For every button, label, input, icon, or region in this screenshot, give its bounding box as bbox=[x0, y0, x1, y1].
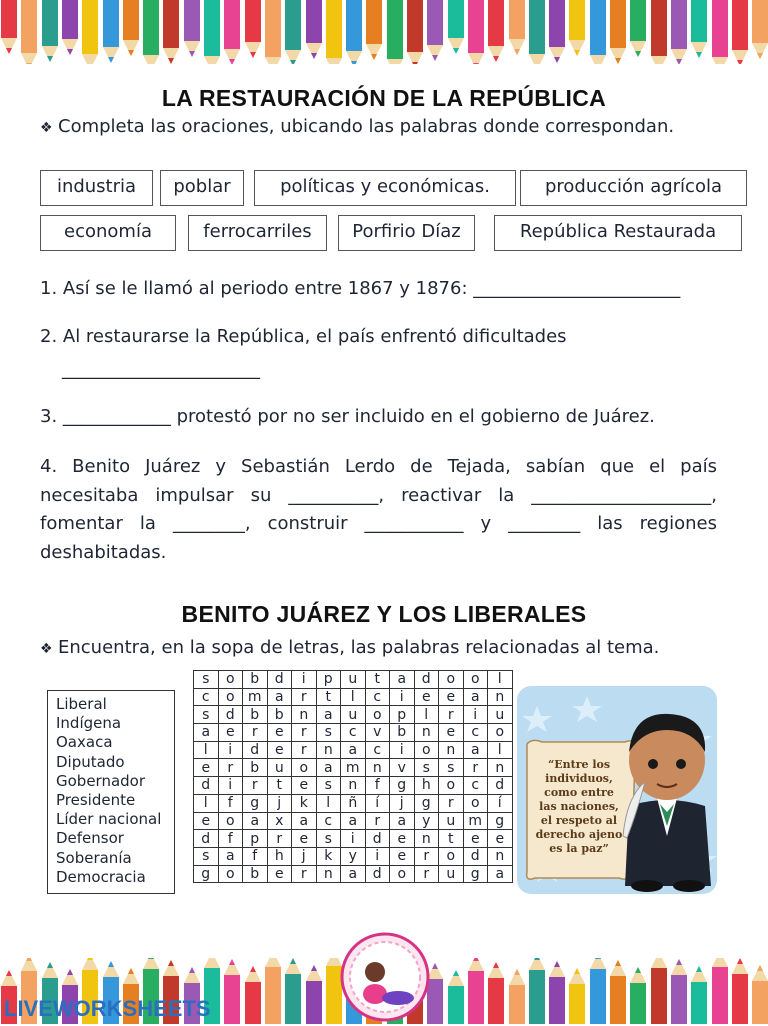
grid-cell[interactable]: d bbox=[365, 830, 390, 848]
pencil-icon bbox=[650, 0, 668, 64]
grid-cell[interactable]: r bbox=[365, 812, 390, 830]
grid-cell[interactable]: e bbox=[488, 830, 513, 848]
pencil-icon bbox=[345, 0, 363, 64]
grid-row bbox=[194, 865, 513, 883]
grid-cell[interactable]: a bbox=[488, 865, 513, 883]
grid-cell[interactable]: i bbox=[218, 741, 243, 759]
grid-cell[interactable]: d bbox=[194, 777, 219, 795]
grid-cell[interactable]: n bbox=[414, 724, 439, 742]
grid-cell[interactable]: y bbox=[414, 812, 439, 830]
grid-row bbox=[194, 759, 513, 777]
grid-cell[interactable]: b bbox=[243, 671, 268, 689]
grid-cell[interactable]: i bbox=[390, 688, 415, 706]
grid-cell[interactable]: g bbox=[243, 794, 268, 812]
grid-cell[interactable]: e bbox=[292, 830, 317, 848]
grid-cell[interactable]: c bbox=[194, 688, 219, 706]
grid-cell[interactable]: c bbox=[316, 812, 341, 830]
grid-cell[interactable]: b bbox=[267, 706, 292, 724]
grid-cell[interactable]: e bbox=[194, 812, 219, 830]
pencil-icon bbox=[122, 0, 140, 64]
grid-cell[interactable]: h bbox=[414, 777, 439, 795]
grid-cell[interactable]: o bbox=[439, 777, 464, 795]
pencil-icon bbox=[142, 0, 160, 64]
grid-cell[interactable]: e bbox=[439, 724, 464, 742]
pencil-icon bbox=[609, 958, 627, 1024]
grid-cell[interactable]: e bbox=[292, 777, 317, 795]
grid-cell[interactable]: r bbox=[292, 865, 317, 883]
grid-cell[interactable]: f bbox=[218, 794, 243, 812]
benito-juarez-illustration bbox=[517, 686, 717, 894]
grid-cell[interactable]: l bbox=[341, 688, 366, 706]
pencil-icon bbox=[102, 0, 120, 64]
grid-cell[interactable]: s bbox=[439, 759, 464, 777]
section-title-restauracion: LA RESTAURACIÓN DE LA REPÚBLICA bbox=[161, 85, 607, 111]
quote-line: como entre bbox=[544, 786, 614, 799]
grid-cell[interactable]: d bbox=[267, 671, 292, 689]
pencil-icon bbox=[609, 0, 627, 64]
grid-cell[interactable]: l bbox=[194, 794, 219, 812]
grid-cell[interactable]: g bbox=[463, 865, 488, 883]
pencil-border-top bbox=[0, 0, 768, 64]
grid-cell[interactable]: o bbox=[488, 724, 513, 742]
grid-cell[interactable]: a bbox=[218, 847, 243, 865]
grid-cell[interactable]: a bbox=[341, 812, 366, 830]
grid-cell[interactable]: e bbox=[194, 759, 219, 777]
pencil-icon bbox=[711, 958, 729, 1024]
instruction-complete bbox=[40, 114, 717, 141]
pencil-icon bbox=[629, 0, 647, 64]
grid-cell[interactable]: a bbox=[463, 688, 488, 706]
grid-cell[interactable]: u bbox=[439, 865, 464, 883]
illustration-svg bbox=[517, 686, 717, 894]
grid-cell[interactable]: e bbox=[439, 688, 464, 706]
grid-cell[interactable]: s bbox=[194, 847, 219, 865]
word-list-item: Diputado bbox=[56, 752, 125, 771]
pencil-icon bbox=[284, 0, 302, 64]
grid-cell[interactable]: e bbox=[267, 724, 292, 742]
grid-cell[interactable]: r bbox=[243, 724, 268, 742]
pencil-icon bbox=[223, 958, 241, 1024]
author-logo bbox=[340, 932, 430, 1022]
grid-cell[interactable]: u bbox=[439, 812, 464, 830]
grid-row bbox=[194, 794, 513, 812]
pencil-icon bbox=[487, 0, 505, 64]
grid-cell[interactable]: b bbox=[390, 724, 415, 742]
grid-cell[interactable]: u bbox=[341, 706, 366, 724]
grid-cell[interactable]: n bbox=[292, 706, 317, 724]
grid-cell[interactable]: a bbox=[341, 741, 366, 759]
bullet-diamond-icon: ❖ bbox=[40, 120, 53, 136]
grid-cell[interactable]: u bbox=[488, 706, 513, 724]
grid-cell[interactable]: o bbox=[439, 671, 464, 689]
grid-cell[interactable]: y bbox=[341, 847, 366, 865]
grid-cell[interactable]: m bbox=[463, 812, 488, 830]
grid-cell[interactable]: k bbox=[292, 794, 317, 812]
grid-cell[interactable]: l bbox=[414, 706, 439, 724]
grid-cell[interactable]: u bbox=[341, 671, 366, 689]
pencil-icon bbox=[467, 0, 485, 64]
grid-cell[interactable]: f bbox=[218, 830, 243, 848]
grid-row bbox=[194, 741, 513, 759]
grid-cell[interactable]: e bbox=[463, 830, 488, 848]
pencil-icon bbox=[426, 0, 444, 64]
word-list-item: Presidente bbox=[56, 791, 136, 810]
pencil-icon bbox=[365, 0, 383, 64]
pencil-icon bbox=[508, 958, 526, 1024]
pencil-icon bbox=[244, 0, 262, 64]
grid-cell[interactable]: r bbox=[414, 847, 439, 865]
pencil-icon bbox=[751, 0, 768, 64]
grid-cell[interactable]: g bbox=[194, 865, 219, 883]
grid-cell[interactable]: e bbox=[267, 865, 292, 883]
grid-cell[interactable]: i bbox=[218, 777, 243, 795]
pencil-icon bbox=[731, 958, 749, 1024]
pencil-icon bbox=[589, 0, 607, 64]
pencil-icon bbox=[223, 0, 241, 64]
grid-row bbox=[194, 671, 513, 689]
grid-cell[interactable]: k bbox=[316, 847, 341, 865]
grid-cell[interactable]: v bbox=[390, 759, 415, 777]
word-list-item: Gobernador bbox=[56, 771, 146, 790]
grid-cell[interactable]: s bbox=[194, 671, 219, 689]
grid-cell[interactable]: m bbox=[243, 688, 268, 706]
logo-svg bbox=[340, 932, 430, 1022]
grid-cell[interactable]: a bbox=[341, 865, 366, 883]
word-list-item: Líder nacional bbox=[56, 810, 162, 829]
grid-cell[interactable]: r bbox=[439, 794, 464, 812]
grid-cell[interactable]: ñ bbox=[341, 794, 366, 812]
word-bank-item[interactable]: economía bbox=[40, 215, 176, 251]
liveworksheets-logo[interactable]: LIVEWORKSHEETS bbox=[4, 996, 211, 1021]
grid-row bbox=[194, 706, 513, 724]
grid-cell[interactable]: v bbox=[365, 724, 390, 742]
question-3[interactable]: 3. ____________ protestó por no ser incluido en el gobierno de Juárez. bbox=[40, 406, 655, 427]
pencil-icon bbox=[528, 958, 546, 1024]
grid-cell[interactable]: j bbox=[390, 794, 415, 812]
pencil-icon bbox=[447, 958, 465, 1024]
grid-cell[interactable]: c bbox=[463, 777, 488, 795]
grid-cell[interactable]: a bbox=[292, 812, 317, 830]
grid-cell[interactable]: o bbox=[218, 688, 243, 706]
grid-cell[interactable]: n bbox=[488, 759, 513, 777]
grid-cell[interactable]: r bbox=[463, 759, 488, 777]
grid-cell[interactable]: a bbox=[243, 812, 268, 830]
word-list-item: Democracia bbox=[56, 867, 146, 886]
grid-cell[interactable]: l bbox=[488, 671, 513, 689]
grid-cell[interactable]: x bbox=[267, 812, 292, 830]
pencil-icon bbox=[751, 958, 768, 1024]
grid-cell[interactable]: n bbox=[341, 777, 366, 795]
grid-cell[interactable]: d bbox=[463, 847, 488, 865]
grid-cell[interactable]: o bbox=[463, 794, 488, 812]
pencil-icon bbox=[690, 0, 708, 64]
grid-cell[interactable]: i bbox=[463, 706, 488, 724]
grid-cell[interactable]: o bbox=[218, 671, 243, 689]
grid-cell[interactable]: a bbox=[267, 688, 292, 706]
grid-row bbox=[194, 812, 513, 830]
grid-cell[interactable]: g bbox=[390, 777, 415, 795]
grid-cell[interactable]: s bbox=[194, 706, 219, 724]
grid-cell[interactable]: h bbox=[267, 847, 292, 865]
pencil-icon bbox=[244, 958, 262, 1024]
grid-row bbox=[194, 847, 513, 865]
grid-cell[interactable]: n bbox=[439, 741, 464, 759]
grid-cell[interactable]: i bbox=[390, 741, 415, 759]
word-list-item: Liberal bbox=[56, 695, 107, 713]
grid-cell[interactable]: r bbox=[414, 865, 439, 883]
word-list-item: Oaxaca bbox=[56, 733, 113, 752]
grid-cell[interactable]: u bbox=[267, 759, 292, 777]
pencil-icon bbox=[690, 958, 708, 1024]
grid-cell[interactable]: t bbox=[439, 830, 464, 848]
grid-cell[interactable]: o bbox=[365, 706, 390, 724]
grid-row bbox=[194, 724, 513, 742]
grid-cell[interactable]: r bbox=[243, 777, 268, 795]
grid-cell[interactable]: g bbox=[488, 812, 513, 830]
word-bank-item[interactable]: República Restaurada bbox=[494, 215, 742, 251]
question-1[interactable]: 1. Así se le llamó al periodo entre 1867 y 1876: _______________________ bbox=[40, 278, 681, 299]
pencil-icon bbox=[589, 958, 607, 1024]
grid-cell[interactable]: r bbox=[218, 759, 243, 777]
grid-cell[interactable]: n bbox=[488, 688, 513, 706]
grid-cell[interactable]: a bbox=[463, 741, 488, 759]
grid-cell[interactable]: n bbox=[414, 830, 439, 848]
grid-cell[interactable]: d bbox=[488, 777, 513, 795]
pencil-icon bbox=[406, 0, 424, 64]
grid-cell[interactable]: n bbox=[365, 759, 390, 777]
grid-cell[interactable]: s bbox=[316, 724, 341, 742]
pencil-icon bbox=[528, 0, 546, 64]
grid-cell[interactable]: a bbox=[316, 706, 341, 724]
bullet-diamond-icon: ❖ bbox=[40, 641, 53, 657]
grid-cell[interactable]: i bbox=[341, 830, 366, 848]
pencil-icon bbox=[203, 0, 221, 64]
pencil-icon bbox=[568, 0, 586, 64]
grid-cell[interactable]: n bbox=[316, 865, 341, 883]
pencil-icon bbox=[162, 0, 180, 64]
grid-cell[interactable]: d bbox=[218, 706, 243, 724]
grid-cell[interactable]: o bbox=[414, 741, 439, 759]
pencil-icon bbox=[264, 958, 282, 1024]
word-list-item: Defensor bbox=[56, 829, 124, 848]
grid-cell[interactable]: í bbox=[488, 794, 513, 812]
word-bank-item[interactable]: poblar bbox=[160, 170, 244, 206]
grid-cell[interactable]: b bbox=[243, 865, 268, 883]
instruction-find bbox=[40, 635, 730, 662]
word-list-item: Indígena bbox=[56, 714, 122, 733]
pencil-icon bbox=[447, 0, 465, 64]
grid-cell[interactable]: c bbox=[341, 724, 366, 742]
pencil-icon bbox=[284, 958, 302, 1024]
word-bank-item[interactable]: políticas y económicas. bbox=[254, 170, 516, 206]
grid-cell[interactable]: a bbox=[390, 812, 415, 830]
pencil-icon bbox=[670, 958, 688, 1024]
grid-cell[interactable]: p bbox=[316, 671, 341, 689]
grid-cell[interactable]: e bbox=[414, 688, 439, 706]
quote-line: es la paz” bbox=[549, 842, 609, 855]
pencil-icon bbox=[81, 0, 99, 64]
pencil-icon bbox=[20, 0, 38, 64]
pencil-icon bbox=[467, 958, 485, 1024]
word-bank-item[interactable]: ferrocarriles bbox=[188, 215, 327, 251]
grid-row bbox=[194, 777, 513, 795]
grid-cell[interactable]: d bbox=[414, 671, 439, 689]
pencil-icon bbox=[183, 0, 201, 64]
grid-cell[interactable]: a bbox=[390, 671, 415, 689]
grid-cell[interactable]: o bbox=[390, 865, 415, 883]
grid-cell[interactable]: c bbox=[463, 724, 488, 742]
grid-cell[interactable]: r bbox=[439, 706, 464, 724]
word-search-grid[interactable] bbox=[193, 670, 513, 883]
grid-row bbox=[194, 830, 513, 848]
pencil-icon bbox=[629, 958, 647, 1024]
quote-line: “Entre los bbox=[547, 758, 611, 771]
pencil-icon bbox=[670, 0, 688, 64]
pencil-icon bbox=[0, 0, 18, 64]
section-title-liberales: BENITO JUÁREZ Y LOS LIBERALES bbox=[181, 601, 587, 627]
grid-cell[interactable]: j bbox=[267, 794, 292, 812]
question-2-blank[interactable]: ______________________ bbox=[62, 359, 260, 380]
grid-cell[interactable]: t bbox=[316, 688, 341, 706]
grid-cell[interactable]: í bbox=[365, 794, 390, 812]
quote-line: las naciones, bbox=[539, 800, 619, 813]
grid-cell[interactable]: f bbox=[243, 847, 268, 865]
pencil-icon bbox=[487, 958, 505, 1024]
grid-cell[interactable]: l bbox=[316, 794, 341, 812]
pencil-icon bbox=[61, 0, 79, 64]
pencil-icon bbox=[711, 0, 729, 64]
pencil-icon bbox=[325, 0, 343, 64]
grid-cell[interactable]: r bbox=[292, 688, 317, 706]
grid-cell[interactable]: j bbox=[292, 847, 317, 865]
quote-line: individuos, bbox=[545, 772, 613, 785]
grid-cell[interactable]: e bbox=[267, 741, 292, 759]
grid-cell[interactable]: n bbox=[488, 847, 513, 865]
grid-cell[interactable]: a bbox=[194, 724, 219, 742]
word-list bbox=[47, 690, 175, 894]
grid-cell[interactable]: o bbox=[439, 847, 464, 865]
grid-cell[interactable]: t bbox=[365, 671, 390, 689]
grid-cell[interactable]: b bbox=[243, 706, 268, 724]
grid-row bbox=[194, 688, 513, 706]
pencil-icon bbox=[386, 0, 404, 64]
grid-cell[interactable]: a bbox=[316, 759, 341, 777]
pencil-icon bbox=[731, 0, 749, 64]
grid-cell[interactable]: d bbox=[365, 865, 390, 883]
grid-cell[interactable]: t bbox=[267, 777, 292, 795]
instruction-text: Encuentra, en la sopa de letras, las palabras relacionadas al tema. bbox=[58, 637, 660, 658]
grid-cell[interactable]: l bbox=[488, 741, 513, 759]
quote-line: el respeto al bbox=[540, 814, 618, 827]
grid-cell[interactable]: d bbox=[194, 830, 219, 848]
grid-cell[interactable]: g bbox=[414, 794, 439, 812]
pencil-icon bbox=[548, 958, 566, 1024]
grid-cell[interactable]: f bbox=[365, 777, 390, 795]
grid-cell[interactable]: o bbox=[218, 865, 243, 883]
grid-cell[interactable]: c bbox=[365, 741, 390, 759]
grid-cell[interactable]: r bbox=[292, 741, 317, 759]
grid-cell[interactable]: s bbox=[316, 777, 341, 795]
pencil-icon bbox=[568, 958, 586, 1024]
grid-cell[interactable]: o bbox=[463, 671, 488, 689]
grid-cell[interactable]: i bbox=[365, 847, 390, 865]
pencil-icon bbox=[508, 0, 526, 64]
word-bank-item[interactable]: producción agrícola bbox=[520, 170, 747, 206]
instruction-text: Completa las oraciones, ubicando las palabras donde correspondan. bbox=[58, 116, 675, 137]
grid-cell[interactable]: l bbox=[194, 741, 219, 759]
word-list-item: Soberanía bbox=[56, 848, 132, 867]
grid-cell[interactable]: o bbox=[292, 759, 317, 777]
grid-cell[interactable]: s bbox=[316, 830, 341, 848]
grid-cell[interactable]: e bbox=[390, 830, 415, 848]
pencil-icon bbox=[305, 958, 323, 1024]
pencil-icon bbox=[264, 0, 282, 64]
grid-cell[interactable]: r bbox=[267, 830, 292, 848]
grid-cell[interactable]: n bbox=[316, 741, 341, 759]
pencil-icon bbox=[305, 0, 323, 64]
grid-cell[interactable]: p bbox=[390, 706, 415, 724]
grid-cell[interactable]: m bbox=[341, 759, 366, 777]
grid-cell[interactable]: p bbox=[243, 830, 268, 848]
question-4[interactable]: 4. Benito Juárez y Sebastián Lerdo de Tejada, sabían que el país necesitaba impulsar su __________, reactivar la ____________________, fomentar la ________, construir ___________ y ________ las regiones deshabitadas. bbox=[40, 456, 717, 563]
grid-cell[interactable]: s bbox=[414, 759, 439, 777]
word-bank-item[interactable]: industria bbox=[40, 170, 153, 206]
grid-cell[interactable]: r bbox=[292, 724, 317, 742]
grid-cell[interactable]: i bbox=[292, 671, 317, 689]
quote-line: derecho ajeno bbox=[535, 828, 623, 841]
grid-cell[interactable]: e bbox=[218, 724, 243, 742]
grid-cell[interactable]: e bbox=[390, 847, 415, 865]
pencil-icon bbox=[650, 958, 668, 1024]
grid-cell[interactable]: d bbox=[243, 741, 268, 759]
pencil-icon bbox=[548, 0, 566, 64]
grid-cell[interactable]: c bbox=[365, 688, 390, 706]
word-bank-item[interactable]: Porfirio Díaz bbox=[338, 215, 475, 251]
question-2: 2. Al restaurarse la República, el país enfrentó dificultades bbox=[40, 326, 567, 347]
pencil-icon bbox=[41, 0, 59, 64]
grid-cell[interactable]: o bbox=[218, 812, 243, 830]
grid-cell[interactable]: b bbox=[243, 759, 268, 777]
